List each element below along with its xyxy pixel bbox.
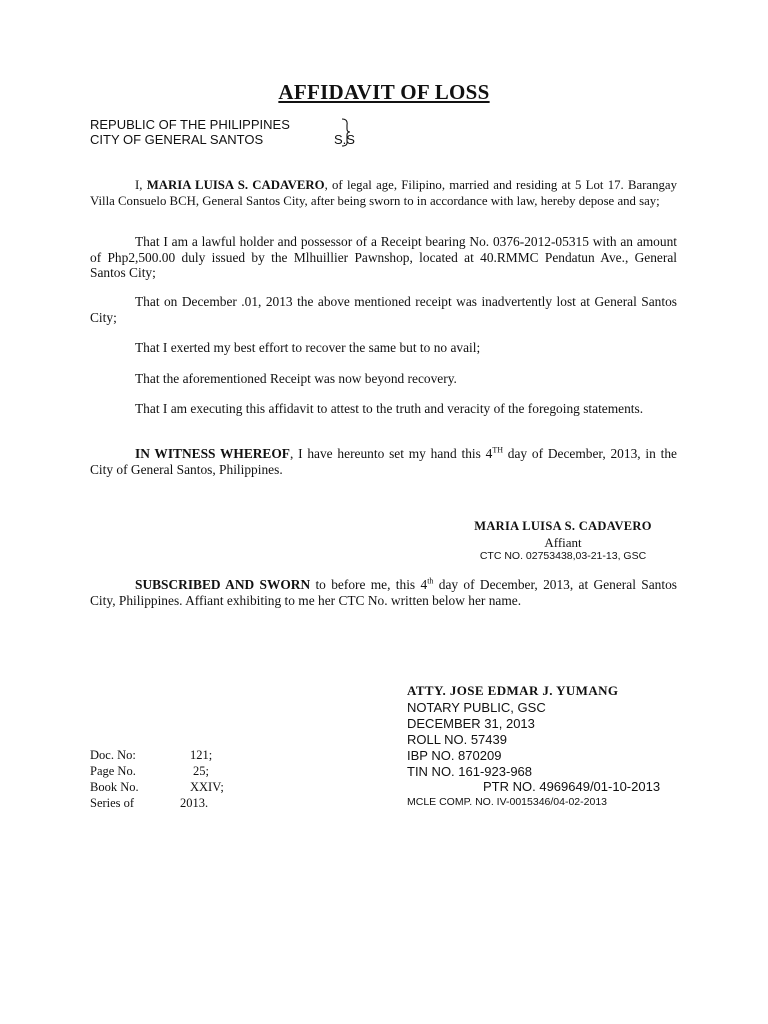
brace-mark <box>340 117 352 147</box>
paragraph-recovery: That the aforementioned Receipt was now beyond recovery. <box>135 371 457 386</box>
series-row: Series of 2013. <box>90 796 209 810</box>
affiant-role: Affiant <box>544 535 582 550</box>
affiant-ctc: CTC NO. 02753438,03-21-13, GSC <box>479 550 647 562</box>
paragraph-jurat: SUBSCRIBED AND SWORN to before me, this 4th day of December, 2013, at General Santos City, Philippines. Affiant exhibiting to me her CTC No. written below her name. <box>90 576 677 608</box>
venue-block <box>90 117 355 147</box>
page-number-row: Page No. 25; <box>90 764 209 778</box>
venue-city: CITY OF GENERAL SANTOS <box>90 132 264 147</box>
notary-commission-date: DECEMBER 31, 2013 <box>407 716 535 731</box>
paragraph-effort: That I exerted my best effort to recover the same but to no avail; <box>135 340 481 355</box>
notary-roll-no: ROLL NO. 57439 <box>407 732 507 747</box>
paragraph-witness: IN WITNESS WHEREOF, I have hereunto set my hand this 4TH day of December, 2013, in the City of General Santos, Philippines. <box>90 445 677 477</box>
notary-ibp-no: IBP NO. 870209 <box>407 748 502 763</box>
paragraph-lost: That on December .01, 2013 the above mentioned receipt was inadvertently lost at General Santos City; <box>90 294 677 325</box>
venue-ss: S.S <box>334 132 355 147</box>
doc-number-row: Doc. No: 121; <box>90 748 213 762</box>
notary-tin-no: TIN NO. 161-923-968 <box>407 764 533 779</box>
book-number-row: Book No. XXIV; <box>90 780 224 794</box>
notary-mcle: MCLE COMP. NO. IV-0015346/04-02-2013 <box>407 796 607 808</box>
affiant-signature-name: MARIA LUISA S. CADAVERO <box>474 519 652 533</box>
paragraph-affiant-intro: I, MARIA LUISA S. CADAVERO, of legal age, Filipino, married and residing at 5 Lot 17. Barangay Villa Consuelo BCH, General Santos City, after being sworn to in accordance with law, hereby depose and say; <box>90 178 677 208</box>
venue-republic: REPUBLIC OF THE PHILIPPINES <box>90 117 290 132</box>
document-title: AFFIDAVIT OF LOSS <box>278 80 490 104</box>
affiant-name-inline: MARIA LUISA S. CADAVERO <box>146 178 325 192</box>
paragraph-purpose: That I am executing this affidavit to attest to the truth and veracity of the foregoing statements. <box>135 401 644 416</box>
notary-ptr-no: PTR NO. 4969649/01-10-2013 <box>483 779 661 794</box>
paragraph-receipt: That I am a lawful holder and possessor of a Receipt bearing No. 0376-2012-05315 with an amount of Php2,500.00 duly issued by the Mlhuillier Pawnshop, located at 40.RMMC Pendatun Ave., General Santos City; <box>90 234 677 280</box>
notary-name: ATTY. JOSE EDMAR J. YUMANG <box>407 683 619 698</box>
notary-title: NOTARY PUBLIC, GSC <box>407 700 546 715</box>
